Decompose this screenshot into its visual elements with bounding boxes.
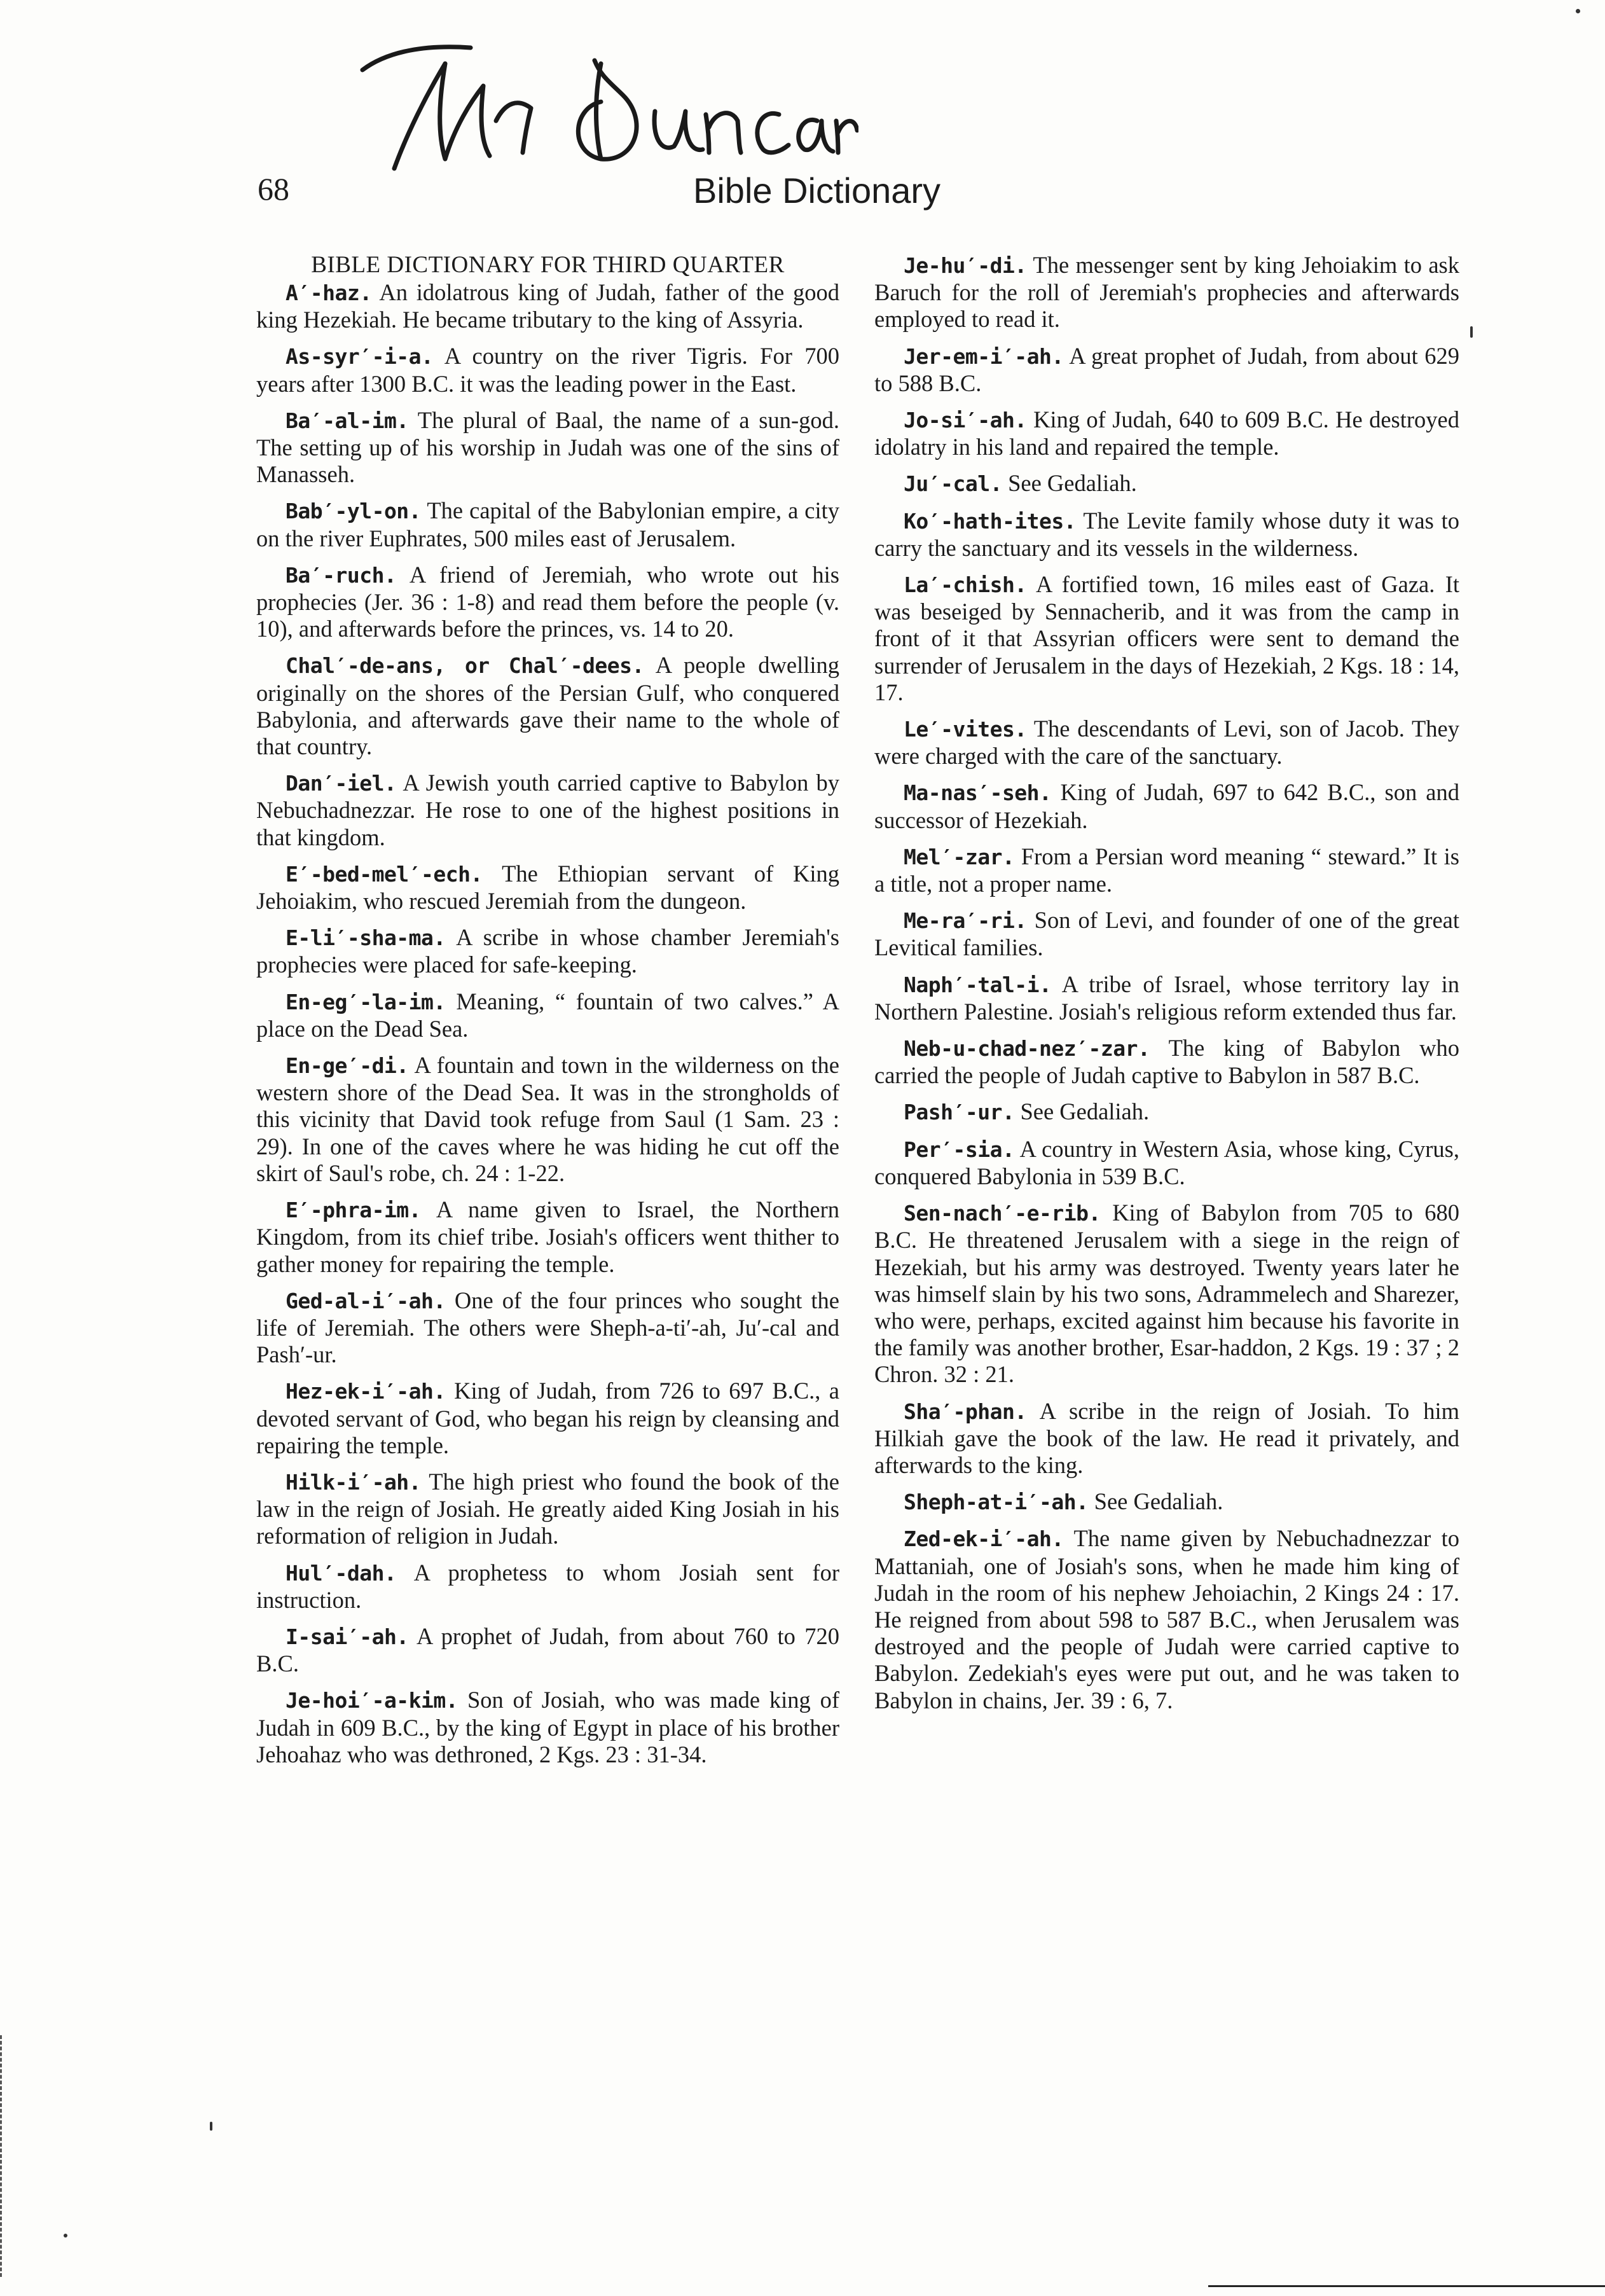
entry-term: E-li′-sha-ma. — [286, 925, 446, 951]
dictionary-entry — [874, 1488, 1459, 1516]
dictionary-entry — [256, 497, 839, 551]
entry-term: E′-phra-im. — [286, 1198, 422, 1223]
running-head: Bible Dictionary — [693, 170, 941, 211]
dictionary-entry — [874, 716, 1459, 770]
entry-definition: A country in Western Asia, whose king, Cyrus, conquered Babylonia in 539 B.C. — [874, 1135, 1459, 1189]
entry-term: Hilk-i′-ah. — [286, 1469, 422, 1495]
dictionary-entry — [256, 1559, 839, 1614]
entry-term: Jer-em-i′-ah. — [904, 343, 1064, 369]
entry-term: Je-hu′-di. — [904, 253, 1027, 278]
right-column — [874, 252, 1459, 1724]
dictionary-entry — [256, 1378, 839, 1459]
entry-definition: The king of Babylon who carried the people of Judah captive to Babylon in 587 B.C. — [874, 1035, 1460, 1089]
right-entry-list — [874, 252, 1459, 1714]
scan-edge-mark — [0, 2035, 3, 2277]
dictionary-entry — [256, 1623, 839, 1677]
entry-term: Sen-nach′-e-rib. — [904, 1201, 1101, 1226]
dictionary-entry — [874, 508, 1459, 562]
dictionary-entry — [256, 279, 839, 333]
entry-definition: King of Judah, 697 to 642 B.C., son and successor of Hezekiah. — [874, 779, 1460, 833]
entry-definition: A scribe in whose chamber Jeremiah's prophecies were placed for safe-keeping. — [256, 924, 839, 978]
entry-definition: The high priest who found the book of the law in the reign of Josiah. He greatly aided King Josiah in his reformation of religion in Judah. — [256, 1468, 839, 1549]
entry-definition: A scribe in the reign of Josiah. To him Hilkiah gave the book of the law. He read it privately, and afterwards to the king. — [874, 1397, 1459, 1478]
dictionary-entry — [874, 571, 1459, 706]
entry-definition: The capital of the Babylonian empire, a city on the river Euphrates, 500 miles east of Jerusalem. — [256, 497, 839, 551]
dictionary-entry — [874, 971, 1459, 1025]
speck-mark — [1470, 326, 1473, 338]
left-entry-list — [256, 279, 839, 1768]
entry-definition: See Gedaliah. — [1094, 1488, 1223, 1515]
entry-definition: Son of Levi, and founder of one of the great Levitical families. — [874, 907, 1459, 961]
entry-definition: A Jewish youth carried captive to Babylon by Nebuchadnezzar. He rose to one of the highest positions in that kingdom. — [256, 770, 839, 850]
entry-definition: See Gedaliah. — [1008, 470, 1137, 497]
entry-definition: The Ethiopian servant of King Jehoiakim, who rescued Jeremiah from the dungeon. — [256, 860, 839, 915]
dictionary-entry — [874, 1200, 1459, 1388]
entry-term: Ko′-hath-ites. — [904, 508, 1077, 534]
entry-term: Ba′-al-im. — [286, 408, 409, 433]
entry-definition: A fountain and town in the wilderness on the western shore of the Dead Sea. It was in the strongholds of this vicinity that David took refuge from Saul (1 Sam. 23 : 29). In one of the caves where he was hiding he cut off the skirt of Saul's robe, ch. 24 : 1-22. — [256, 1052, 839, 1186]
entry-term: I-sai′-ah. — [286, 1624, 409, 1649]
entry-term: En-eg′-la-im. — [286, 989, 446, 1014]
entry-definition: Son of Josiah, who was made king of Judah in 609 B.C., by the king of Egypt in place of his brother Jehoahaz who was dethroned, 2 Kgs. 23 : 31-34. — [256, 1687, 840, 1767]
entry-definition: King of Judah, from 726 to 697 B.C., a devoted servant of God, who began his reign by cleansing and repairing the temple. — [256, 1378, 840, 1458]
entry-term: Bab′-yl-on. — [286, 499, 422, 524]
entry-term: Hul′-dah. — [286, 1560, 397, 1586]
entry-definition: A tribe of Israel, whose territory lay in Northern Palestine. Josiah's religious reform extended thus far. — [874, 971, 1459, 1025]
dictionary-entry — [256, 1469, 839, 1550]
entry-term: Pash′-ur. — [904, 1100, 1015, 1125]
handwritten-signature — [350, 25, 858, 191]
dictionary-entry — [256, 988, 839, 1042]
entry-definition: A friend of Jeremiah, who wrote out his prophecies (Jer. 36 : 1-8) and read them before the people (v. 10), and afterwards before the princes, vs. 14 to 20. — [256, 561, 839, 642]
entry-term: As-syr′-i-a. — [286, 344, 434, 370]
entry-term: Ba′-ruch. — [286, 562, 397, 588]
entry-definition: A name given to Israel, the Northern Kingdom, from its chief tribe. Josiah's officers went thither to gather money for repairing the temple. — [256, 1196, 839, 1277]
speck-mark — [210, 2122, 212, 2131]
entry-definition: The descendants of Levi, son of Jacob. They were charged with the care of the sanctuary. — [874, 716, 1459, 770]
entry-term: Naph′-tal-i. — [904, 972, 1052, 997]
dictionary-entry — [874, 907, 1459, 961]
entry-term: Per′-sia. — [904, 1137, 1015, 1162]
dictionary-entry — [874, 1398, 1459, 1479]
dictionary-entry — [874, 843, 1459, 897]
entry-term: La′-chish. — [904, 572, 1027, 598]
entry-definition: The Levite family whose duty it was to carry the sanctuary and its vessels in the wilderness. — [874, 507, 1460, 561]
entry-definition: A prophetess to whom Josiah sent for instruction. — [256, 1559, 839, 1613]
dictionary-entry — [874, 343, 1459, 397]
dictionary-entry — [874, 1525, 1459, 1713]
entry-definition: See Gedaliah. — [1020, 1098, 1150, 1125]
entry-definition: A prophet of Judah, from about 760 to 720 B.C. — [256, 1622, 839, 1677]
entry-definition: Meaning, “ fountain of two calves.” A place on the Dead Sea. — [256, 988, 839, 1042]
entry-definition: An idolatrous king of Judah, father of the good king Hezekiah. He became tributary to the king of Assyria. — [256, 279, 839, 333]
speck-mark — [1576, 9, 1580, 13]
entry-term: A′-haz. — [286, 280, 372, 305]
speck-mark — [64, 2234, 67, 2237]
dictionary-entry — [256, 1052, 839, 1187]
dictionary-entry — [874, 1098, 1459, 1126]
entry-term: Jo-si′-ah. — [904, 408, 1027, 433]
dictionary-entry — [874, 470, 1459, 497]
dictionary-entry — [874, 779, 1459, 833]
scan-edge-rule — [1208, 2285, 1605, 2287]
dictionary-entry — [874, 1035, 1459, 1089]
entry-term: Me-ra′-ri. — [904, 908, 1027, 934]
page-number: 68 — [258, 171, 289, 207]
dictionary-entry — [256, 1687, 839, 1768]
dictionary-entry — [256, 770, 839, 851]
dictionary-entry — [256, 861, 839, 915]
entry-term: Ju′-cal. — [904, 471, 1002, 497]
entry-term: E′-bed-mel′-ech. — [286, 861, 483, 887]
entry-definition: A people dwelling originally on the shores of the Persian Gulf, who conquered Babylonia, and afterwards gave their name to the whole of that country. — [256, 652, 839, 760]
dictionary-entry — [256, 924, 839, 978]
dictionary-entry — [256, 562, 839, 643]
dictionary-entry — [874, 252, 1459, 333]
dictionary-entry — [256, 1287, 839, 1369]
entry-term: Je-hoi′-a-kim. — [286, 1688, 458, 1713]
entry-definition: A country on the river Tigris. For 700 years after 1300 B.C. it was the leading power in the East. — [256, 343, 839, 397]
entry-term: Zed-ek-i′-ah. — [904, 1526, 1064, 1552]
dictionary-entry — [874, 406, 1459, 460]
entry-definition: The plural of Baal, the name of a sun-god. The setting up of his worship in Judah was one of the sins of Manasseh. — [256, 406, 839, 488]
dictionary-entry — [256, 652, 839, 760]
entry-term: Dan′-iel. — [286, 771, 397, 796]
entry-term: Hez-ek-i′-ah. — [286, 1379, 446, 1404]
left-column — [256, 252, 839, 1778]
entry-term: Sha′-phan. — [904, 1399, 1027, 1424]
dictionary-entry — [256, 343, 839, 397]
entry-term: En-ge′-di. — [286, 1053, 409, 1079]
dictionary-entry — [874, 1136, 1459, 1190]
dictionary-entry — [256, 407, 839, 488]
entry-term: Ged-al-i′-ah. — [286, 1288, 446, 1313]
entry-term: Ma-nas′-seh. — [904, 780, 1052, 806]
section-title: BIBLE DICTIONARY FOR THIRD QUARTER — [311, 252, 785, 278]
entry-definition: A fortified town, 16 miles east of Gaza. It was beseiged by Sennacherib, and it was from the camp in front of it that Assyrian officers were sent to demand the surrender of Jerusalem in the days of Hezekiah, 2 Kgs. 18 : 14, 17. — [874, 571, 1459, 705]
entry-definition: The name given by Nebuchadnezzar to Mattaniah, one of Josiah's sons, when he made him king of Judah in the room of his nephew Jehoiachin, 2 Kings 24 : 17. He reigned from about 598 to 587 B.C., when Jerusalem was destroyed and the people of Judah were carried captive to Babylon. Zedekiah's eyes were put out, and he was taken to Babylon in chains, Jer. 39 : 6, 7. — [874, 1525, 1460, 1713]
entry-definition: One of the four princes who sought the life of Jeremiah. The others were Sheph-a-ti′-ah, Ju′-cal and Pash′-ur. — [256, 1287, 840, 1368]
dictionary-entry — [256, 1196, 839, 1278]
entry-term: Chal′-de-ans, or Chal′-dees. — [286, 653, 644, 679]
entry-definition: The messenger sent by king Jehoiakim to ask Baruch for the roll of Jeremiah's prophecies and afterwards employed to read it. — [874, 252, 1460, 333]
entry-term: Le′-vites. — [904, 717, 1027, 742]
entry-term: Sheph-at-i′-ah. — [904, 1490, 1089, 1515]
entry-definition: A great prophet of Judah, from about 629 to 588 B.C. — [874, 342, 1459, 396]
entry-definition: From a Persian word meaning “ steward.” It is a title, not a proper name. — [874, 843, 1460, 897]
entry-term: Mel′-zar. — [904, 844, 1015, 869]
entry-term: Neb-u-chad-nez′-zar. — [904, 1036, 1150, 1062]
entry-definition: King of Babylon from 705 to 680 B.C. He threatened Jerusalem with a siege in the reign of Hezekiah, but his army was destroyed. Twenty years later he was himself slain by his two sons, Adrammelech and Sharezer, who were, perhaps, excited against him because his favorite in the family was another brother, Esar-haddon, 2 Kgs. 19 : 37 ; 2 Chron. 32 : 21. — [874, 1200, 1459, 1388]
entry-definition: King of Judah, 640 to 609 B.C. He destroyed idolatry in his land and repaired the temple. — [874, 406, 1459, 460]
